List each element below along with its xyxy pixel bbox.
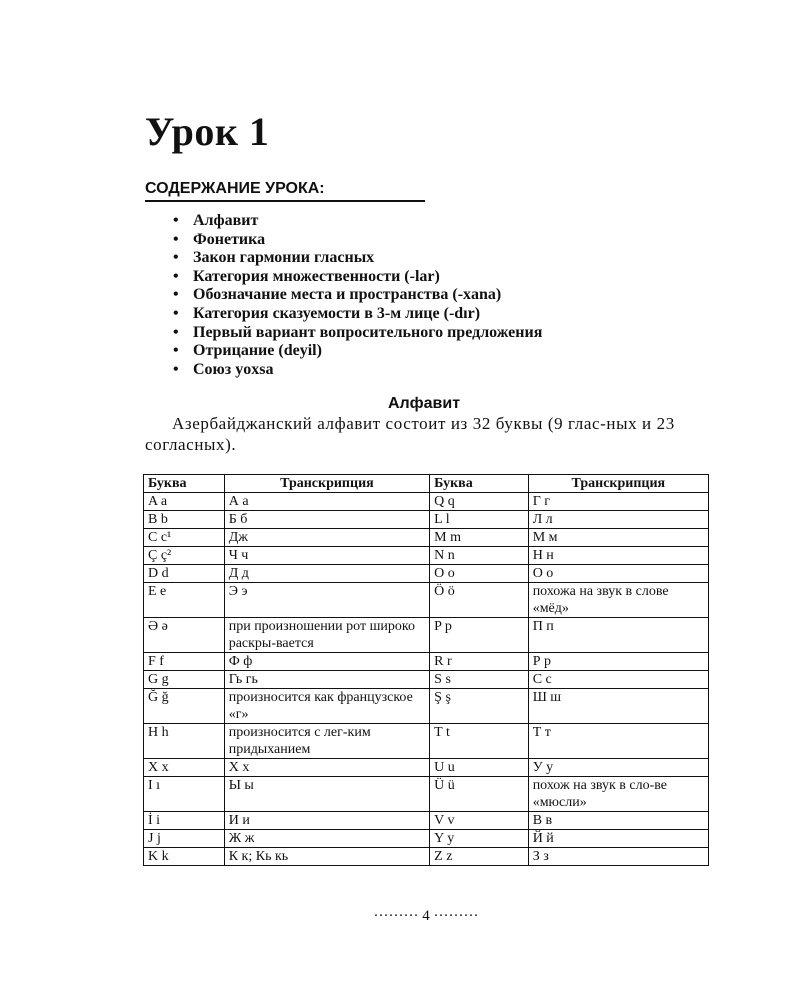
table-cell: Т т [528,724,708,759]
table-cell: произносится как французское «г» [224,689,429,724]
table-cell: H h [144,724,225,759]
table-cell: П п [528,618,708,653]
table-cell: Ö ö [430,583,529,618]
table-cell: T t [430,724,529,759]
intro-text: Азербайджанский алфавит состоит из 32 буквы (9 глас-ных и 23 согласных). [145,414,675,454]
table-cell: I ı [144,777,225,812]
section-heading: Алфавит [387,395,461,412]
table-cell: Б б [224,511,429,529]
table-cell: U u [430,759,529,777]
contents-item [173,305,542,324]
contents-item-label: Алфавит [193,212,259,229]
table-row [144,812,709,830]
table-row [144,547,709,565]
table-cell: З з [528,848,708,866]
table-row [144,583,709,618]
bullet-icon: • [173,342,179,360]
contents-item [173,231,542,250]
contents-item [173,249,542,268]
intro-paragraph [145,413,710,455]
table-row [144,529,709,547]
table-cell: Ü ü [430,777,529,812]
alphabet-table [143,474,709,866]
contents-heading: СОДЕРЖАНИЕ УРОКА: [145,180,425,202]
page-number: ········· 4 ········· [373,908,479,924]
bullet-icon: • [173,360,179,378]
table-row [144,653,709,671]
table-cell: Z z [430,848,529,866]
contents-item [173,268,542,287]
contents-list [173,212,542,379]
table-cell: Н н [528,547,708,565]
table-cell: Ж ж [224,830,429,848]
table-cell: Ш ш [528,689,708,724]
table-row [144,511,709,529]
table-cell: B b [144,511,225,529]
contents-item [173,324,542,343]
table-cell: М м [528,529,708,547]
table-cell: С с [528,671,708,689]
contents-item-label: Категория сказуемости в 3-м лице (-dır) [193,304,481,322]
table-row [144,830,709,848]
contents-item-label: Категория множественности (-lar) [193,267,440,285]
table-cell: L l [430,511,529,529]
table-row [144,671,709,689]
table-cell: F f [144,653,225,671]
contents-item [173,361,542,380]
table-cell: X x [144,759,225,777]
table-cell: У у [528,759,708,777]
contents-item-label: Отрицание (deyil) [193,342,322,360]
table-cell: Л л [528,511,708,529]
column-header: Транскрипция [224,475,429,493]
bullet-icon: • [173,286,179,304]
table-cell: J j [144,830,225,848]
contents-item-label: Обозначание места и пространства (-xana) [193,286,502,304]
table-cell: Х х [224,759,429,777]
bullet-icon: • [173,249,179,267]
contents-item-label: Первый вариант вопросительного предложения [193,323,543,341]
table-cell: K k [144,848,225,866]
table-cell: Ə ə [144,618,225,653]
table-cell: И и [224,812,429,830]
table-cell: Ğ ğ [144,689,225,724]
table-cell: Ы ы [224,777,429,812]
table-cell: P p [430,618,529,653]
column-header: Буква [430,475,529,493]
table-cell: похожа на звук в слове «мёд» [528,583,708,618]
bullet-icon: • [173,304,179,322]
table-cell: произносится с лег-ким придыханием [224,724,429,759]
contents-item [173,286,542,305]
table-cell: C c¹ [144,529,225,547]
table-cell: A a [144,493,225,511]
table-cell: Г г [528,493,708,511]
table-cell: О о [528,565,708,583]
table-row [144,618,709,653]
contents-item [173,342,542,361]
table-cell: Q q [430,493,529,511]
table-cell: Дж [224,529,429,547]
contents-item-label: Союз yoxsa [193,360,274,378]
table-cell: V v [430,812,529,830]
table-row [144,848,709,866]
table-row [144,493,709,511]
table-cell: Ф ф [224,653,429,671]
table-cell: S s [430,671,529,689]
bullet-icon: • [173,267,179,285]
table-cell: D d [144,565,225,583]
table-row [144,565,709,583]
table-cell: Р р [528,653,708,671]
bullet-icon: • [173,212,179,229]
table-cell: Й й [528,830,708,848]
table-cell: Ç ç² [144,547,225,565]
table-cell: Д д [224,565,429,583]
bullet-icon: • [173,230,179,248]
table-cell: К к; Кь кь [224,848,429,866]
table-header-row [144,475,709,493]
table-cell: E e [144,583,225,618]
bullet-icon: • [173,323,179,341]
table-cell: похож на звук в сло-ве «мюсли» [528,777,708,812]
table-cell: O o [430,565,529,583]
contents-item-label: Фонетика [193,230,266,248]
table-cell: Ş ş [430,689,529,724]
table-cell: А а [224,493,429,511]
column-header: Транскрипция [528,475,708,493]
table-cell: Y y [430,830,529,848]
column-header: Буква [144,475,225,493]
table-cell: N n [430,547,529,565]
table-row [144,759,709,777]
table-cell: R r [430,653,529,671]
table-cell: Ч ч [224,547,429,565]
table-cell: Э э [224,583,429,618]
lesson-title: Урок 1 [145,109,270,154]
table-cell: В в [528,812,708,830]
table-row [144,689,709,724]
table-cell: İ i [144,812,225,830]
contents-item [173,212,542,231]
contents-item-label: Закон гармонии гласных [193,249,375,267]
table-cell: G g [144,671,225,689]
table-cell: M m [430,529,529,547]
table-cell: Гь гь [224,671,429,689]
table-row [144,724,709,759]
table-row [144,777,709,812]
table-cell: при произношении рот широко раскры-вается [224,618,429,653]
